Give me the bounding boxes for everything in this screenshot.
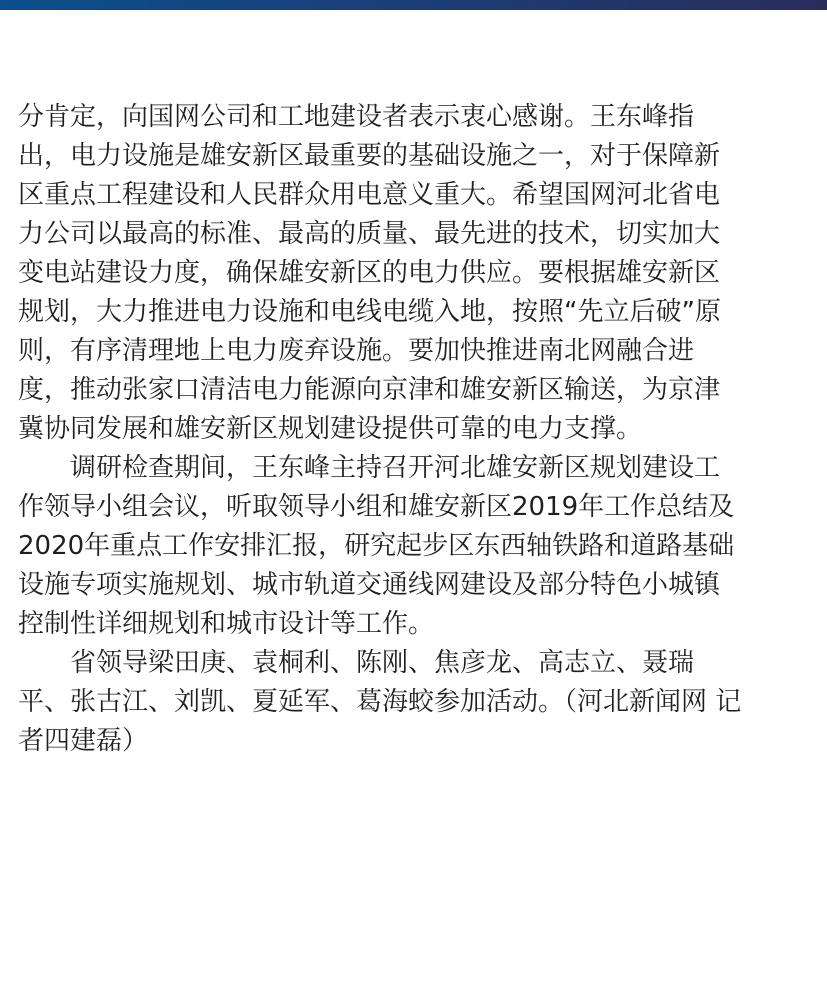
top-header-bar xyxy=(0,0,827,10)
article-paragraph-2: 调研检查期间，王东峰主持召开河北雄安新区规划建设工作领导小组会议，听取领导小组和雄安新区2019年工作总结及2020年重点工作安排汇报，研究起步区东西轴铁路和道路基础设施专项实施规划、城市轨道交通线网建设及部分特色小城镇控制性详细规划和城市设计等工作。 xyxy=(18,453,735,639)
article-paragraph-3: 省领导梁田庚、袁桐利、陈刚、焦彦龙、高志立、聂瑞平、张古江、刘凯、夏延军、葛海蛟参加活动。（河北新闻网 记者四建磊） xyxy=(18,648,742,756)
article-body xyxy=(18,98,742,761)
article-paragraph-1: 分肯定，向国网公司和工地建设者表示衷心感谢。王东峰指出，电力设施是雄安新区最重要的基础设施之一，对于保障新区重点工程建设和人民群众用电意义重大。希望国网河北省电力公司以最高的标准、最高的质量、最先进的技术，切实加大变电站建设力度，确保雄安新区的电力供应。要根据雄安新区规划，大力推进电力设施和电线电缆入地，按照“先立后破”原则，有序清理地上电力废弃设施。要加快推进南北网融合进度，推动张家口清洁电力能源向京津和雄安新区输送，为京津冀协同发展和雄安新区规划建设提供可靠的电力支撑。 xyxy=(18,102,721,444)
